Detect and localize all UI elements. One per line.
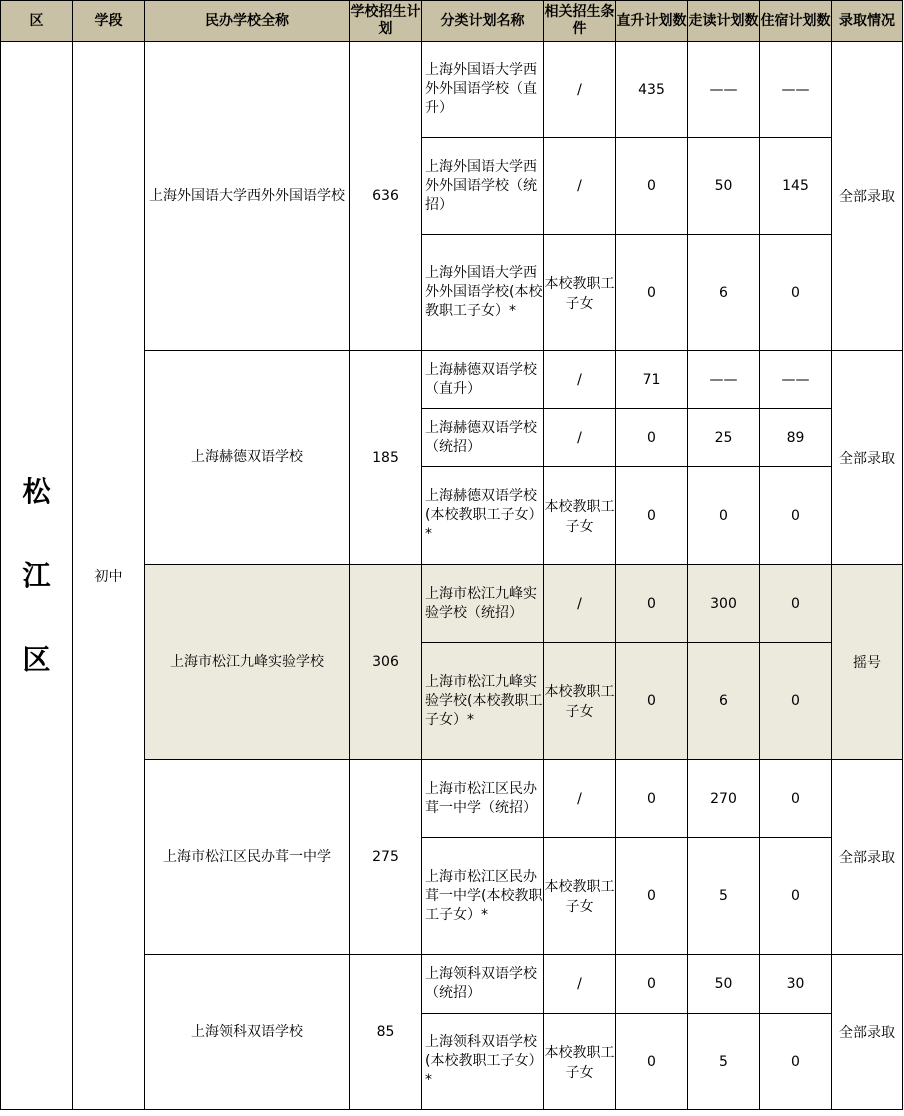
header-board: 住宿计划数	[760, 1, 832, 42]
day-cell: ——	[688, 42, 760, 138]
category-cell: 上海市松江九峰实验学校（统招）	[422, 565, 544, 643]
day-cell: 5	[688, 1014, 760, 1110]
direct-cell: 0	[616, 565, 688, 643]
condition-cell: /	[544, 955, 616, 1014]
condition-cell: /	[544, 565, 616, 643]
direct-cell: 0	[616, 760, 688, 838]
district-char: 区	[22, 642, 51, 676]
category-cell: 上海外国语大学西外外国语学校（统招）	[422, 138, 544, 235]
header-stage: 学段	[73, 1, 145, 42]
board-cell: 30	[760, 955, 832, 1014]
direct-cell: 0	[616, 409, 688, 467]
direct-cell: 0	[616, 138, 688, 235]
category-cell: 上海领科双语学校（统招）	[422, 955, 544, 1014]
board-cell: 0	[760, 760, 832, 838]
header-direct: 直升计划数	[616, 1, 688, 42]
condition-cell: /	[544, 760, 616, 838]
category-cell: 上海外国语大学西外外国语学校（直升）	[422, 42, 544, 138]
board-cell: 0	[760, 643, 832, 760]
category-cell: 上海领科双语学校(本校教职工子女）*	[422, 1014, 544, 1110]
board-cell: 0	[760, 1014, 832, 1110]
result-cell: 摇号	[832, 565, 903, 760]
direct-cell: 71	[616, 351, 688, 409]
district-char: 江	[22, 558, 51, 592]
school-name: 上海市松江区民办茸一中学	[145, 760, 350, 955]
school-plan: 636	[350, 42, 422, 351]
condition-cell: 本校教职工子女	[544, 838, 616, 955]
day-cell: 25	[688, 409, 760, 467]
header-school-plan: 学校招生计划	[350, 1, 422, 42]
header-category: 分类计划名称	[422, 1, 544, 42]
direct-cell: 0	[616, 838, 688, 955]
direct-cell: 0	[616, 235, 688, 351]
direct-cell: 435	[616, 42, 688, 138]
result-cell: 全部录取	[832, 42, 903, 351]
category-cell: 上海外国语大学西外外国语学校(本校教职工子女）*	[422, 235, 544, 351]
condition-cell: 本校教职工子女	[544, 467, 616, 565]
board-cell: 0	[760, 838, 832, 955]
day-cell: 5	[688, 838, 760, 955]
direct-cell: 0	[616, 1014, 688, 1110]
condition-cell: 本校教职工子女	[544, 235, 616, 351]
day-cell: 50	[688, 955, 760, 1014]
board-cell: 0	[760, 235, 832, 351]
result-cell: 全部录取	[832, 351, 903, 565]
day-cell: 6	[688, 643, 760, 760]
day-cell: 0	[688, 467, 760, 565]
condition-cell: /	[544, 351, 616, 409]
category-cell: 上海市松江区民办茸一中学(本校教职工子女）*	[422, 838, 544, 955]
school-plan: 306	[350, 565, 422, 760]
condition-cell: 本校教职工子女	[544, 643, 616, 760]
table-row	[1, 42, 903, 138]
day-cell: 270	[688, 760, 760, 838]
school-name: 上海赫德双语学校	[145, 351, 350, 565]
board-cell: 145	[760, 138, 832, 235]
header-district: 区	[1, 1, 73, 42]
stage-cell: 初中	[73, 42, 145, 1110]
header-school: 民办学校全称	[145, 1, 350, 42]
direct-cell: 0	[616, 643, 688, 760]
condition-cell: /	[544, 138, 616, 235]
header-conditions: 相关招生条件	[544, 1, 616, 42]
day-cell: 6	[688, 235, 760, 351]
school-name: 上海外国语大学西外外国语学校	[145, 42, 350, 351]
school-name: 上海领科双语学校	[145, 955, 350, 1110]
school-plan: 185	[350, 351, 422, 565]
result-cell: 全部录取	[832, 955, 903, 1110]
category-cell: 上海赫德双语学校(本校教职工子女）*	[422, 467, 544, 565]
day-cell: 50	[688, 138, 760, 235]
result-cell: 全部录取	[832, 760, 903, 955]
board-cell: 0	[760, 467, 832, 565]
district-char: 松	[22, 474, 51, 508]
category-cell: 上海市松江区民办茸一中学（统招）	[422, 760, 544, 838]
school-plan: 275	[350, 760, 422, 955]
category-cell: 上海市松江九峰实验学校(本校教职工子女）*	[422, 643, 544, 760]
day-cell: 300	[688, 565, 760, 643]
direct-cell: 0	[616, 467, 688, 565]
board-cell: ——	[760, 351, 832, 409]
condition-cell: /	[544, 409, 616, 467]
category-cell: 上海赫德双语学校（统招）	[422, 409, 544, 467]
board-cell: 0	[760, 565, 832, 643]
board-cell: ——	[760, 42, 832, 138]
header-result: 录取情况	[832, 1, 903, 42]
direct-cell: 0	[616, 955, 688, 1014]
condition-cell: 本校教职工子女	[544, 1014, 616, 1110]
day-cell: ——	[688, 351, 760, 409]
board-cell: 89	[760, 409, 832, 467]
school-name: 上海市松江九峰实验学校	[145, 565, 350, 760]
district-cell	[1, 42, 73, 1110]
school-plan: 85	[350, 955, 422, 1110]
header-day: 走读计划数	[688, 1, 760, 42]
category-cell: 上海赫德双语学校（直升）	[422, 351, 544, 409]
condition-cell: /	[544, 42, 616, 138]
header-row	[1, 1, 903, 42]
